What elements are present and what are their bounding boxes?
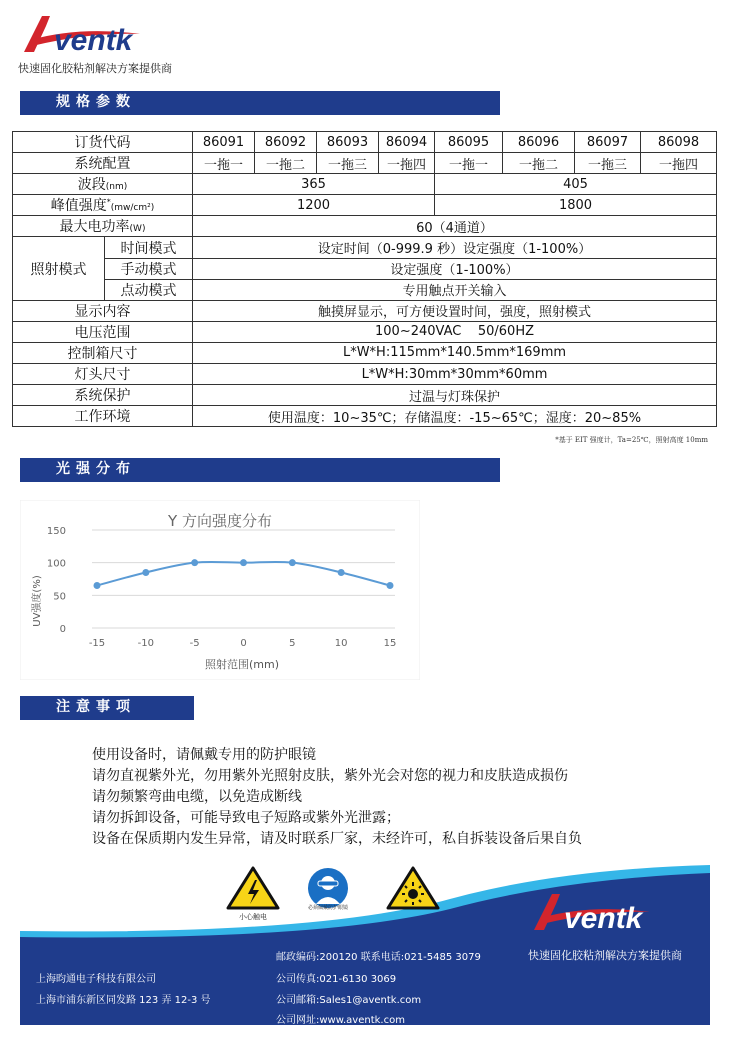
mode-name: 点动模式 bbox=[105, 279, 193, 300]
table-row bbox=[13, 195, 717, 216]
table-row bbox=[13, 153, 717, 174]
notice-item: 使用设备时，请佩戴专用的防护眼镜 bbox=[92, 747, 316, 763]
table-row bbox=[13, 321, 717, 342]
warning-label: 必须佩戴防护眼镜 bbox=[307, 905, 348, 911]
notice-item: 请勿拆卸设备，可能导致电子短路或紫外光泄露； bbox=[92, 810, 400, 826]
peak-label: 峰值强度*(mw/cm²) bbox=[13, 195, 193, 216]
table-row bbox=[13, 258, 717, 279]
table-row bbox=[13, 237, 717, 258]
config-cell: 一拖一 bbox=[193, 153, 255, 174]
web-line[interactable]: 公司网址:www.aventk.com bbox=[276, 1015, 405, 1026]
electric-shock-icon bbox=[226, 866, 280, 910]
footer-aventk-logo bbox=[530, 890, 700, 934]
data-point bbox=[289, 559, 296, 566]
chart-title: Y 方向强度分布 bbox=[168, 512, 272, 530]
y-tick-label: 0 bbox=[59, 624, 66, 635]
y-tick-label: 100 bbox=[46, 558, 66, 570]
warning-label: 小心触电 bbox=[239, 913, 267, 921]
fax-line: 公司传真:021-6130 3069 bbox=[276, 974, 397, 985]
config-cell: 一拖一 bbox=[435, 153, 503, 174]
svg-text:ventk: ventk bbox=[54, 24, 133, 56]
code-cell: 86094 bbox=[379, 132, 435, 153]
band-label: 波段(nm) bbox=[13, 174, 193, 195]
row-label: 显示内容 bbox=[13, 300, 193, 321]
section-underline bbox=[20, 480, 500, 482]
notice-item: 设备在保质期内发生异常，请及时联系厂家，未经许可，私自拆装设备后果自负 bbox=[92, 831, 582, 847]
row-value: 触摸屏显示，可方便设置时间，强度，照射模式 bbox=[193, 300, 717, 321]
table-row bbox=[13, 300, 717, 321]
section-underline bbox=[20, 113, 500, 115]
table-row bbox=[13, 174, 717, 195]
notice-item: 请勿频繁弯曲电缆，以免造成断线 bbox=[92, 789, 302, 805]
data-point bbox=[142, 569, 149, 576]
power-label: 最大电功率(W) bbox=[13, 216, 193, 237]
row-value: L*W*H:30mm*30mm*60mm bbox=[193, 364, 717, 385]
band-cell: 405 bbox=[435, 174, 717, 195]
row-label: 控制箱尺寸 bbox=[13, 342, 193, 363]
row-value: 使用温度：10~35℃；存储温度：-15~65℃；湿度：20~85% bbox=[193, 406, 717, 427]
code-cell: 86092 bbox=[255, 132, 317, 153]
data-point bbox=[387, 582, 394, 589]
mode-label: 照射模式 bbox=[13, 237, 105, 300]
top-tagline: 快速固化胶粘剂解决方案提供商 bbox=[18, 62, 172, 75]
spec-table bbox=[12, 131, 717, 427]
table-row bbox=[13, 132, 717, 153]
x-tick-label: 0 bbox=[240, 638, 247, 649]
power-cell: 60（4通道） bbox=[193, 216, 717, 237]
x-tick-label: 10 bbox=[334, 638, 348, 649]
config-cell: 一拖三 bbox=[317, 153, 379, 174]
section-header-notice: 注意事项 bbox=[20, 696, 194, 718]
code-cell: 86096 bbox=[503, 132, 575, 153]
config-cell: 一拖三 bbox=[575, 153, 641, 174]
intensity-chart bbox=[20, 500, 420, 680]
mode-name: 手动模式 bbox=[105, 258, 193, 279]
mode-value: 专用触点开关输入 bbox=[193, 279, 717, 300]
row-label: 灯头尺寸 bbox=[13, 364, 193, 385]
mode-name: 时间模式 bbox=[105, 237, 193, 258]
code-cell: 86095 bbox=[435, 132, 503, 153]
table-row bbox=[13, 216, 717, 237]
data-point bbox=[94, 582, 101, 589]
code-cell: 86093 bbox=[317, 132, 379, 153]
section-underline bbox=[20, 718, 194, 720]
table-row bbox=[13, 342, 717, 363]
code-cell: 86098 bbox=[641, 132, 717, 153]
row-label: 电压范围 bbox=[13, 321, 193, 342]
peak-cell: 1800 bbox=[435, 195, 717, 216]
email-line[interactable]: 公司邮箱:Sales1@aventk.com bbox=[276, 995, 422, 1006]
order-code-label: 订货代码 bbox=[13, 132, 193, 153]
x-axis-label: 照射范围(mm) bbox=[204, 658, 280, 671]
company-address: 上海市浦东新区同发路 123 弄 12-3 号 bbox=[36, 995, 211, 1006]
aventk-logo bbox=[20, 12, 190, 56]
code-cell: 86097 bbox=[575, 132, 641, 153]
code-cell: 86091 bbox=[193, 132, 255, 153]
footnote: *基于 EIT 强度计，Ta=25℃，照射高度 10mm bbox=[555, 436, 708, 444]
section-header-light: 光强分布 bbox=[20, 458, 500, 480]
postcode-phone: 邮政编码:200120 联系电话:021-5485 3079 bbox=[276, 952, 481, 963]
config-cell: 一拖四 bbox=[379, 153, 435, 174]
config-cell: 一拖二 bbox=[255, 153, 317, 174]
radiation-icon bbox=[386, 866, 440, 910]
peak-cell: 1200 bbox=[193, 195, 435, 216]
y-tick-label: 50 bbox=[53, 591, 66, 603]
mode-value: 设定强度（1-100%） bbox=[193, 258, 717, 279]
y-axis-label: UV强度(%) bbox=[32, 575, 43, 627]
section-header-spec: 规格参数 bbox=[20, 91, 500, 113]
data-point bbox=[338, 569, 345, 576]
footer-tagline: 快速固化胶粘剂解决方案提供商 bbox=[528, 949, 682, 962]
row-label: 工作环境 bbox=[13, 406, 193, 427]
notice-item: 请勿直视紫外光，勿用紫外光照射皮肤，紫外光会对您的视力和皮肤造成损伤 bbox=[92, 768, 568, 784]
config-label: 系统配置 bbox=[13, 153, 193, 174]
x-tick-label: -15 bbox=[88, 638, 106, 649]
company-name: 上海昀通电子科技有限公司 bbox=[36, 974, 156, 985]
table-row bbox=[13, 385, 717, 406]
x-tick-label: -10 bbox=[137, 638, 155, 649]
svg-text:ventk: ventk bbox=[564, 902, 643, 934]
x-tick-label: 5 bbox=[289, 638, 296, 649]
row-value: 100~240VAC 50/60HZ bbox=[193, 321, 717, 342]
band-cell: 365 bbox=[193, 174, 435, 195]
config-cell: 一拖四 bbox=[641, 153, 717, 174]
data-point bbox=[191, 559, 198, 566]
table-row bbox=[13, 364, 717, 385]
x-tick-label: 15 bbox=[383, 638, 397, 649]
x-tick-label: -5 bbox=[189, 638, 200, 649]
table-row bbox=[13, 279, 717, 300]
row-label: 系统保护 bbox=[13, 385, 193, 406]
mode-value: 设定时间（0-999.9 秒）设定强度（1-100%） bbox=[193, 237, 717, 258]
row-value: 过温与灯珠保护 bbox=[193, 385, 717, 406]
row-value: L*W*H:115mm*140.5mm*169mm bbox=[193, 342, 717, 363]
table-row bbox=[13, 406, 717, 427]
eye-protection-icon bbox=[306, 866, 350, 910]
notice-list bbox=[92, 745, 582, 850]
config-cell: 一拖二 bbox=[503, 153, 575, 174]
y-tick-label: 150 bbox=[46, 526, 66, 537]
data-point bbox=[240, 559, 247, 566]
